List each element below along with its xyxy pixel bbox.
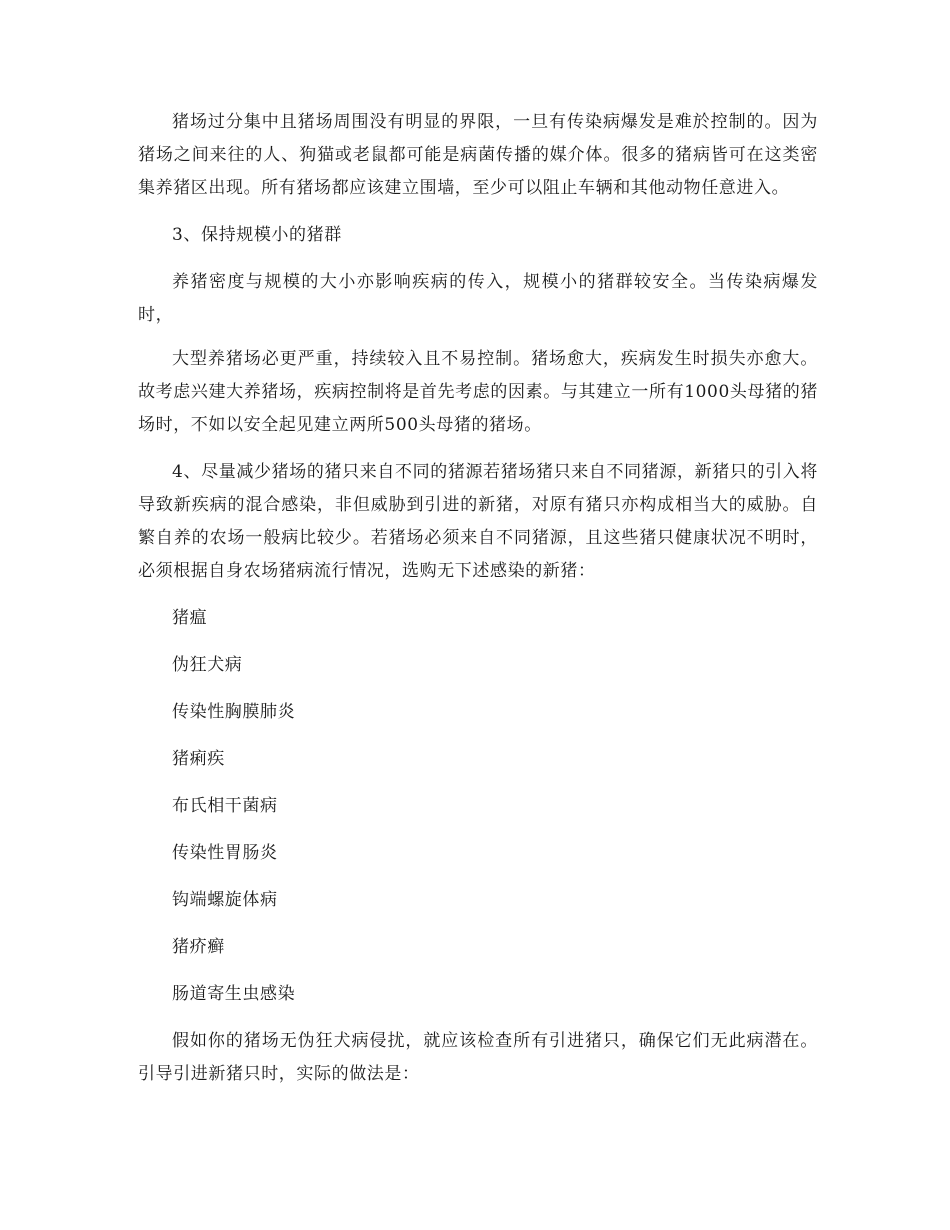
list-item: 猪痢疾 xyxy=(172,749,225,769)
document-body xyxy=(138,106,818,1105)
list-item: 伪狂犬病 xyxy=(172,655,243,675)
paragraph-pig-sources: 4、尽量减少猪场的猪只来自不同的猪源若猪场猪只来自不同猪源，新猪只的引入将导致新疾病的混合感染，非但威胁到引进的新猪，对原有猪只亦构成相当大的威胁。自繁自养的农场一般病比较少。若猪场必须来自不同猪源，且这些猪只健康状况不明时，必须根据自身农场猪病流行情况，选购无下述感染的新猪： xyxy=(138,462,818,581)
list-item: 猪疥癣 xyxy=(172,937,225,957)
paragraph-herd-size: 养猪密度与规模的大小亦影响疾病的传入，规模小的猪群较安全。当传染病爆发时， xyxy=(138,272,818,325)
paragraph-pseudorabies: 假如你的猪场无伪狂犬病侵扰，就应该检查所有引进猪只，确保它们无此病潜在。引导引进新猪只时，实际的做法是： xyxy=(138,1031,818,1084)
section-heading-3: 3、保持规模小的猪群 xyxy=(172,225,342,245)
list-item: 猪瘟 xyxy=(172,608,208,628)
disease-list xyxy=(138,602,818,1011)
list-item: 布氏相干菌病 xyxy=(172,796,278,816)
list-item: 传染性胃肠炎 xyxy=(172,843,278,863)
list-item: 传染性胸膜肺炎 xyxy=(172,702,296,722)
paragraph-farm-density: 猪场过分集中且猪场周围没有明显的界限，一旦有传染病爆发是难於控制的。因为猪场之间来往的人、狗猫或老鼠都可能是病菌传播的媒介体。很多的猪病皆可在这类密集养猪区出现。所有猪场都应该建立围墙，至少可以阻止车辆和其他动物任意进入。 xyxy=(138,112,818,198)
paragraph-large-farm: 大型养猪场必更严重，持续较入且不易控制。猪场愈大，疾病发生时损失亦愈大。故考虑兴建大养猪场，疾病控制将是首先考虑的因素。与其建立一所有1000头母猪的猪场时，不如以安全起见建立两所500头母猪的猪场。 xyxy=(138,349,818,435)
list-item: 肠道寄生虫感染 xyxy=(172,984,296,1004)
list-item: 钩端螺旋体病 xyxy=(172,890,278,910)
